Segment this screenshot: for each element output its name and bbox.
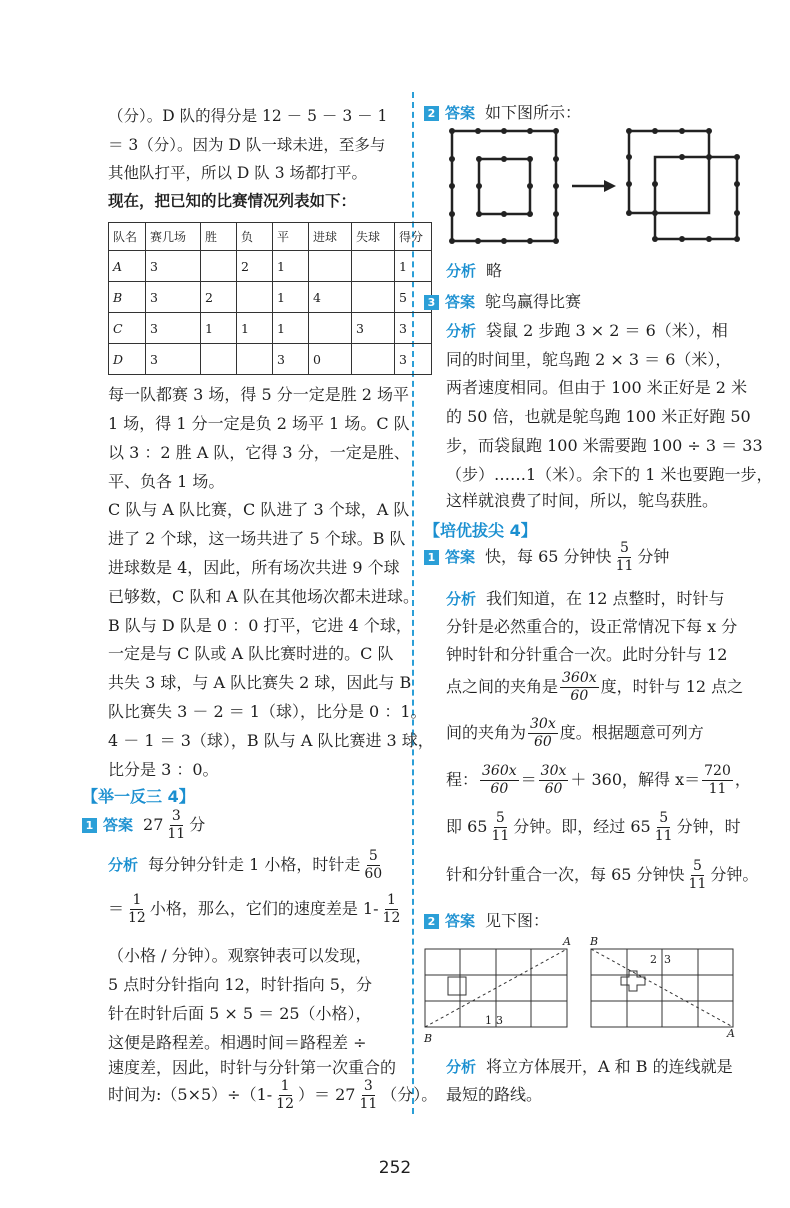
answer-label: 答案 <box>445 912 476 930</box>
analysis-label: 分析 <box>446 590 477 608</box>
q3-analysis-line: 同的时间里，鸵鸟跑 2 × 3 ＝ 6（米）， <box>446 350 732 369</box>
p1-analysis-line: 钟时针和分针重合一次。此时分针与 12 <box>446 645 728 664</box>
q3-analysis-line: 步，而袋鼠跑 100 米需要跑 100 ÷ 3 ＝ 33 <box>446 436 763 455</box>
q1-analysis-line: 速度差，因此，时针与分针第一次重合的 <box>108 1058 397 1077</box>
fraction-denominator: 11 <box>359 1096 378 1112</box>
p1-analysis-line <box>446 858 758 893</box>
q3-answer-line <box>424 289 581 312</box>
answer-label: 答案 <box>103 816 134 834</box>
q1-analysis-line: 5 点时分针指向 12，时针指向 5，分 <box>108 975 372 994</box>
question-number-badge: 1 <box>82 818 97 833</box>
q1-analysis-line-2 <box>108 892 404 927</box>
table-cell: B <box>109 282 146 313</box>
answer-text: 快，每 65 分钟快 <box>485 547 612 566</box>
fraction-denominator: 60 <box>533 734 552 750</box>
analysis-label: 分析 <box>446 1058 477 1076</box>
table-cell: 1 <box>201 313 237 344</box>
analysis-text: 分钟，时 <box>676 817 741 836</box>
q1-analysis-line: 这便是路程差。相遇时间＝路程差 ÷ <box>108 1033 367 1052</box>
table-header-cell: 胜 <box>201 223 237 251</box>
answer-label: 答案 <box>445 104 476 122</box>
cube-net-figure <box>420 935 745 1045</box>
fraction-denominator: 60 <box>490 781 509 797</box>
question-number-badge: 1 <box>424 550 439 565</box>
label-2: 2 <box>650 953 657 966</box>
fraction-numerator: 360x <box>562 670 597 686</box>
analysis-text: 度，时针与 12 点之 <box>600 677 744 696</box>
table-cell <box>352 251 395 282</box>
fraction <box>489 810 511 845</box>
fraction-numerator: 1 <box>132 892 142 908</box>
intro-line-4: 现在，把已知的比赛情况列表如下： <box>108 191 357 210</box>
table-cell: 0 <box>309 344 352 375</box>
p2-analysis-line: 最短的路线。 <box>446 1085 543 1104</box>
question-number-badge: 2 <box>424 914 439 929</box>
q1-answer-line <box>82 808 205 843</box>
analysis-text: 袋鼠 2 步跑 3 × 2 ＝ 6（米），相 <box>486 321 728 340</box>
analysis-text: 即 65 <box>446 817 488 836</box>
fraction-numerator: 5 <box>693 858 702 874</box>
fraction <box>614 540 636 575</box>
q1-analysis-last-line <box>108 1078 437 1113</box>
answer-label: 答案 <box>445 548 476 566</box>
analysis-text: 点之间的夹角是 <box>446 677 559 696</box>
p1-analysis-line <box>446 763 751 798</box>
fraction-denominator: 11 <box>167 826 186 842</box>
analysis-text: ＝ <box>520 770 537 789</box>
answer-unit: 分钟 <box>637 547 670 566</box>
table-header-cell: 队名 <box>109 223 146 251</box>
fraction <box>362 848 384 883</box>
inner-square <box>479 159 530 214</box>
analysis-text: 小格，那么，它们的速度差是 1- <box>149 899 379 918</box>
table-cell <box>237 344 273 375</box>
analysis-label: 分析 <box>446 322 477 340</box>
analysis-text: 间的夹角为 <box>446 723 527 742</box>
para1-line: 1 场，得 1 分一定是负 2 场平 1 场。C 队 <box>108 414 410 433</box>
para2-line: 比分是 3 ：0。 <box>108 760 219 779</box>
q2-answer-line <box>424 100 581 123</box>
fraction-numerator: 5 <box>659 810 669 826</box>
intro-line-1: （分）。D 队的得分是 12 － 5 － 3 － 1 <box>108 107 388 125</box>
fraction-numerator: 5 <box>368 848 378 864</box>
fraction-denominator: 12 <box>276 1096 294 1112</box>
p1-analysis-line: 分针是必然重合的，设正常情况下每 x 分 <box>446 617 738 636</box>
table-cell: 1 <box>273 282 309 313</box>
fraction <box>560 670 599 705</box>
fraction-numerator: 5 <box>620 540 629 556</box>
q3-analysis-line: 的 50 倍，也就是鸵鸟跑 100 米正好跑 50 <box>446 407 751 426</box>
table-cell <box>201 251 237 282</box>
table-cell <box>309 313 352 344</box>
label-B: B <box>590 935 599 948</box>
table-row <box>109 344 432 375</box>
p1-analysis-line <box>446 670 743 705</box>
p1-analysis-line <box>446 586 725 609</box>
label-3: 3 <box>496 1014 503 1027</box>
squares-figure <box>448 126 748 250</box>
table-cell: 2 <box>237 251 273 282</box>
page-number: 252 <box>378 1158 412 1178</box>
table-header-cell: 失球 <box>352 223 395 251</box>
table-cell: 3 <box>352 313 395 344</box>
section-heading-jyfs: 【举一反三 4】 <box>82 787 195 806</box>
table-header-cell: 赛几场 <box>146 223 201 251</box>
p2-analysis-line <box>446 1054 733 1077</box>
answer-text: 鸵鸟赢得比赛 <box>485 292 582 311</box>
q1-analysis-line-1 <box>108 848 386 883</box>
analysis-text: 度。根据题意可列方 <box>559 723 704 742</box>
p1-answer-line <box>424 540 669 575</box>
para2-line: 共失 3 球，与 A 队比赛失 2 球，因此与 B <box>108 673 412 692</box>
para1-line: 平、负各 1 场。 <box>108 472 225 491</box>
fraction-numerator: 1 <box>386 892 396 908</box>
table-cell: 3 <box>273 344 309 375</box>
fraction <box>687 858 709 893</box>
table-cell: 2 <box>201 282 237 313</box>
analysis-text: 针和分针重合一次，每 65 分钟快 <box>446 865 685 884</box>
label-A: A <box>727 1027 735 1040</box>
intro-line-3: 其他队打平，所以 D 队 3 场都打平。 <box>108 164 367 182</box>
fraction <box>539 763 569 798</box>
table-cell <box>201 344 237 375</box>
table-cell <box>309 251 352 282</box>
table-row <box>109 313 432 344</box>
para2-line: 已够数，C 队和 A 队在其他场次都未进球。 <box>108 587 420 606</box>
table-cell: 4 <box>309 282 352 313</box>
table-cell: 3 <box>146 344 201 375</box>
analysis-label: 分析 <box>446 262 477 280</box>
table-cell: 1 <box>237 313 273 344</box>
table-cell <box>352 344 395 375</box>
analysis-label: 分析 <box>108 856 139 874</box>
table-cell: 3 <box>146 251 201 282</box>
score-table <box>108 222 432 375</box>
label-3: 3 <box>664 953 671 966</box>
fraction <box>653 810 675 845</box>
table-cell: 1 <box>273 251 309 282</box>
moved-square-a <box>629 131 709 213</box>
analysis-text: ＝ <box>108 899 125 918</box>
q1-analysis-line: （小格 / 分钟）。观察钟表可以发现， <box>108 946 372 965</box>
para2-line: 4 － 1 ＝ 3（球），B 队与 A 队比赛进 3 球， <box>108 731 434 750</box>
analysis-text: 分钟。 <box>710 865 759 884</box>
table-cell: A <box>109 251 146 282</box>
p2-answer-line <box>424 908 549 931</box>
fraction-numerator: 360x <box>482 763 517 779</box>
p1-analysis-line <box>446 810 741 845</box>
arrow-icon <box>604 180 616 192</box>
fraction-denominator: 11 <box>491 828 510 844</box>
table-cell: 3 <box>395 313 432 344</box>
label-1: 1 <box>485 1014 492 1027</box>
answer-whole: 27 <box>143 815 164 834</box>
fraction <box>702 763 733 798</box>
q2-analysis-line <box>446 258 502 281</box>
fraction-denominator: 11 <box>708 781 727 797</box>
para1-line: 每一队都赛 3 场，得 5 分一定是胜 2 场平 <box>108 385 410 404</box>
table-cell <box>352 282 395 313</box>
fraction-numerator: 5 <box>495 810 505 826</box>
fraction <box>357 1078 379 1113</box>
para1-line: 以 3 ：2 胜 A 队，它得 3 分，一定是胜、 <box>108 443 410 462</box>
fraction-numerator: 720 <box>704 763 731 779</box>
fraction-denominator: 11 <box>688 876 707 892</box>
fraction <box>480 763 519 798</box>
fraction-numerator: 30x <box>540 763 567 779</box>
analysis-text: 分钟。即，经过 65 <box>513 817 651 836</box>
q3-analysis-line: 两者速度相同。但由于 100 米正好是 2 米 <box>446 378 748 397</box>
fraction-numerator: 1 <box>280 1078 290 1094</box>
table-header-cell: 负 <box>237 223 273 251</box>
para2-line: B 队与 D 队是 0 ：0 打平，它进 4 个球， <box>108 616 412 635</box>
fraction-denominator: 12 <box>382 910 401 926</box>
answer-fraction <box>165 808 187 843</box>
analysis-text: ）＝ 27 <box>297 1085 356 1104</box>
table-cell: C <box>109 313 146 344</box>
answer-label: 答案 <box>445 293 476 311</box>
fraction <box>528 716 558 751</box>
fraction-denominator: 60 <box>364 866 383 882</box>
label-A: A <box>563 935 571 948</box>
table-cell: 5 <box>395 282 432 313</box>
para2-line: C 队与 A 队比赛，C 队进了 3 个球，A 队 <box>108 500 410 519</box>
table-row <box>109 282 432 313</box>
fraction <box>381 892 403 927</box>
fraction-numerator: 30x <box>530 716 556 732</box>
fraction-denominator: 12 <box>128 910 146 926</box>
fraction <box>126 892 148 927</box>
table-row <box>109 251 432 282</box>
intro-line-2: ＝ 3（分）。因为 D 队一球未进，至多与 <box>108 136 386 154</box>
fraction <box>274 1078 296 1113</box>
table-cell: D <box>109 344 146 375</box>
section-heading-pyba: 【培优拔尖 4】 <box>424 521 537 540</box>
para2-line: 进了 2 个球，这一场共进了 5 个球。B 队 <box>108 529 406 548</box>
fraction-denominator: 11 <box>654 828 673 844</box>
fraction-numerator: 3 <box>363 1078 373 1094</box>
table-cell: 3 <box>146 282 201 313</box>
para2-line: 队比赛失 3 － 2 ＝ 1（球），比分是 0 ：1。 <box>108 702 427 721</box>
analysis-text: 我们知道，在 12 点整时，时针与 <box>486 589 725 608</box>
fraction-denominator: 60 <box>544 781 563 797</box>
fraction-numerator: 3 <box>171 808 181 824</box>
q3-analysis-line: （步）……1（米）。余下的 1 米也要跑一步， <box>446 465 773 484</box>
table-cell <box>237 282 273 313</box>
moved-square-b <box>655 157 737 239</box>
analysis-text: （分）。 <box>381 1085 438 1104</box>
analysis-text: ＋ 360，解得 x＝ <box>570 770 701 789</box>
q3-analysis-line: 这样就浪费了时间，所以，鸵鸟获胜。 <box>446 491 719 510</box>
table-header-cell: 平 <box>273 223 309 251</box>
question-number-badge: 3 <box>424 295 439 310</box>
outer-square <box>452 131 556 241</box>
analysis-text: 时间为:（5×5）÷（1- <box>108 1085 273 1104</box>
label-B: B <box>424 1032 433 1045</box>
answer-text: 如下图所示： <box>485 103 582 122</box>
fraction-denominator: 11 <box>615 558 634 574</box>
p1-analysis-line <box>446 716 704 751</box>
analysis-text: 略 <box>486 261 503 280</box>
table-cell: 3 <box>146 313 201 344</box>
analysis-text: 将立方体展开，A 和 B 的连线就是 <box>486 1057 733 1076</box>
analysis-text: 程： <box>446 770 479 789</box>
table-cell: 1 <box>395 251 432 282</box>
question-number-badge: 2 <box>424 106 439 121</box>
para2-line: 进球数是 4，因此，所有场次共进 9 个球 <box>108 558 400 577</box>
table-header-row <box>109 223 432 251</box>
table-cell: 3 <box>395 344 432 375</box>
analysis-text: 每分钟分针走 1 小格，时针走 <box>148 855 361 874</box>
answer-text: 见下图： <box>485 911 550 930</box>
table-header-cell: 得分 <box>395 223 432 251</box>
q3-analysis-line <box>446 318 728 341</box>
para2-line: 一定是与 C 队或 A 队比赛时进的。C 队 <box>108 644 394 663</box>
answer-unit: 分 <box>189 815 206 834</box>
table-cell: 1 <box>273 313 309 344</box>
fraction-denominator: 60 <box>570 688 589 704</box>
q1-analysis-line: 针在时针后面 5 × 5 ＝ 25（小格）， <box>108 1004 372 1023</box>
table-header-cell: 进球 <box>309 223 352 251</box>
analysis-text: ， <box>734 770 751 789</box>
